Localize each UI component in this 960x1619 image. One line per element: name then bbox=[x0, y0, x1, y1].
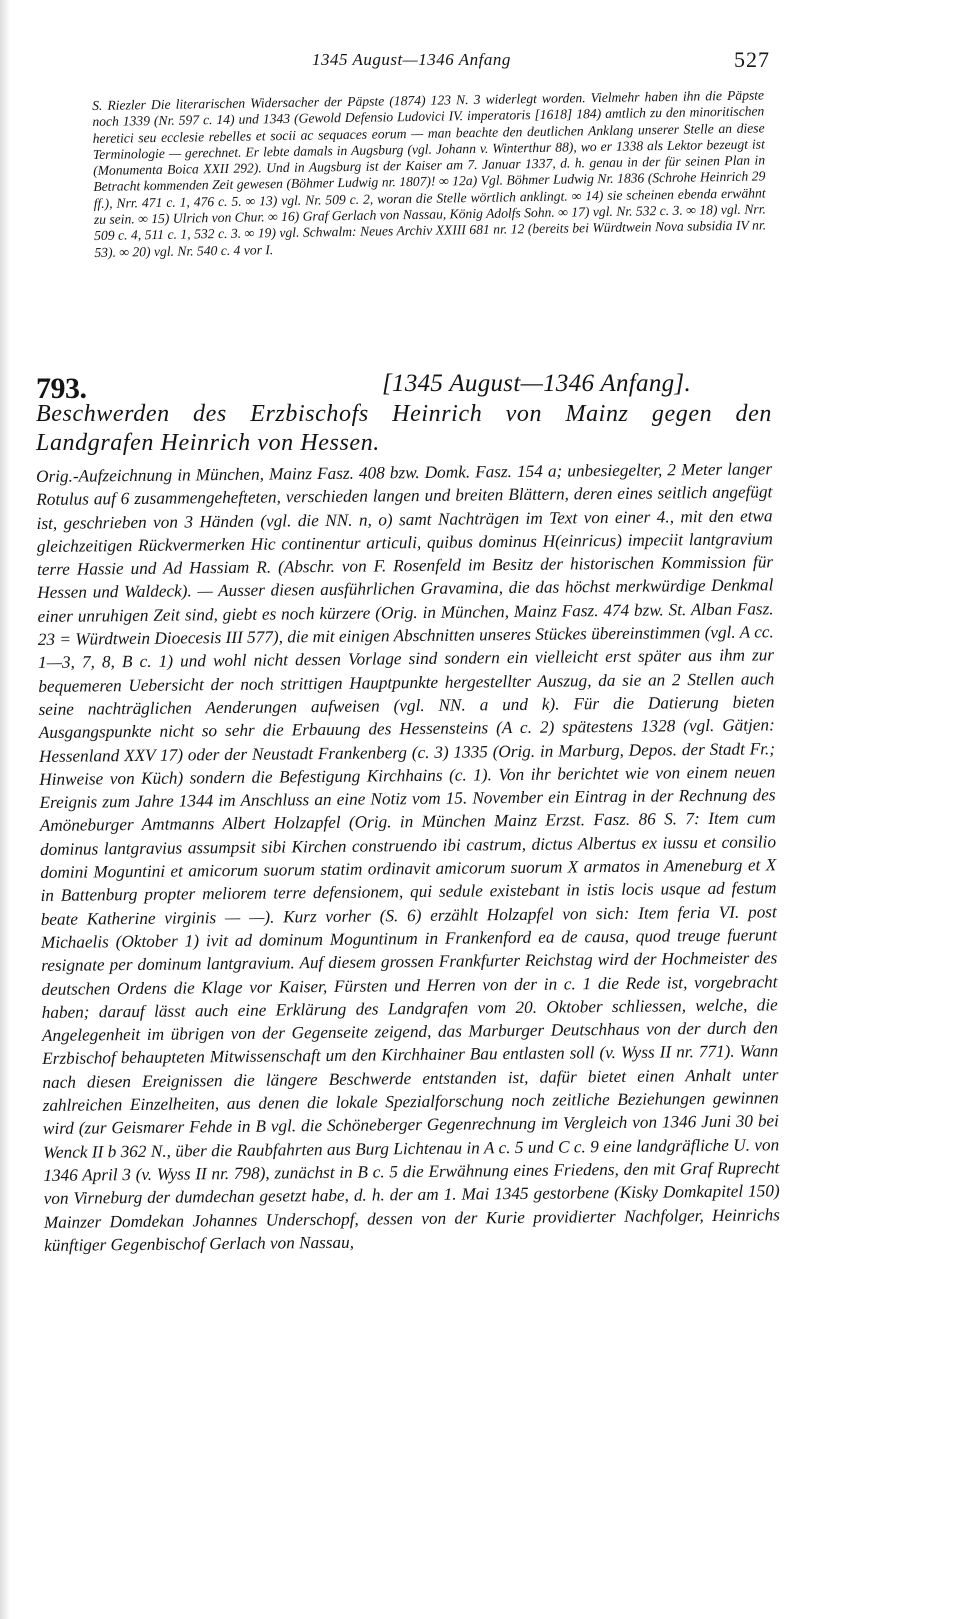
page-header bbox=[40, 47, 770, 78]
document-title: Beschwerden des Erzbischofs Heinrich von Mainz gegen den Landgrafen Heinrich von Hessen. bbox=[36, 401, 772, 456]
footnotes-block bbox=[92, 87, 766, 261]
document-body bbox=[36, 457, 780, 1257]
page-edge-shadow bbox=[0, 0, 10, 1619]
document-date: [1345 August—1346 Anfang]. bbox=[382, 370, 691, 397]
document-number: 793. bbox=[36, 372, 87, 405]
footnotes-text: S. Riezler Die literarischen Widersacher der Päpste (1874) 123 N. 3 widerlegt worden. Vielmehr haben ihn die Päpste noch 1339 (Nr. 597 c. 14) und 1343 (Gewold Defensio Ludovici IV. imperatoris [1618] 184) amtlich zu den minoritischen heretici seu ecclesie rebelles et socii ac sequaces eorum — man beachte den deutlichen Anklang unserer Stelle an diese Terminologie — gerechnet. Er lebte damals in Augsburg (vgl. Johann v. Winterthur 88), wo er 1338 als Lektor bezeugt ist (Monumenta Boica XXII 292). Und in Augsburg ist der Kaiser am 7. Januar 1337, d. h. genau in der für seinen Plan in Betracht kommenden Zeit gewesen (Böhmer Ludwig nr. 1807)! ∞ 12a) Vgl. Böhmer Ludwig Nr. 1836 (Schrohe Heinrich 29 ff.), Nrr. 471 c. 1, 476 c. 5. ∞ 13) vgl. Nr. 509 c. 2, woran die Stelle wörtlich anklingt. ∞ 14) sie scheinen ebenda erwähnt zu sein. ∞ 15) Ulrich von Chur. ∞ 16) Graf Gerlach von Nassau, König Adolfs Sohn. ∞ 17) vgl. Nr. 532 c. 3. ∞ 18) vgl. Nrr. 509 c. 4, 511 c. 1, 532 c. 3. ∞ 19) vgl. Schwalm: Neues Archiv XXIII 681 nr. 12 (bereits bei Würdtwein Nova subsidia IV nr. 53). ∞ 20) vgl. Nr. 540 c. 4 vor I. bbox=[92, 87, 767, 260]
running-title: 1345 August—1346 Anfang bbox=[312, 50, 511, 69]
body-paragraph: Orig.-Aufzeichnung in München, Mainz Fasz. 408 bzw. Domk. Fasz. 154 a; unbesiegelter, 2 Meter langer Rotulus auf 6 zusammengehefteten, verschieden langen und breiten Blättern, deren eines seitlich angefügt ist, geschrieben von 3 Händen (vgl. die NN. n, o) samt Nachträgen im Text von einer 4., mit den etwa gleichzeitigen Rückvermerken Hic continentur articuli, quibus dominus H(einricus) impeciit lantgravium terre Hassie und Ad Hassiam R. (Abschr. von F. Rosenfeld im Besitz der historischen Kommission für Hessen und Waldeck). — Ausser diesen ausführlichen Gravamina, die das höchst merkwürdige Denkmal einer unruhigen Zeit sind, giebt es noch kürzere (Orig. in München, Mainz Fasz. 474 bzw. St. Alban Fasz. 23 = Würdtwein Dioecesis III 577), die mit einigen Abschnitten unseres Stückes übereinstimmen (vgl. A cc. 1—3, 7, 8, B c. 1) und wohl nicht dessen Vorlage sind sondern ein vielleicht erst später aus ihm zur bequemeren Uebersicht der noch strittigen Hauptpunkte hergestellter Auszug, da sie an 2 Stellen auch seine nachträglichen Aenderungen aufweisen (vgl. NN. a und k). Für die Datierung bieten Ausgangspunkte nicht so sehr die Erbauung des Hessensteins (A c. 2) spätestens 1328 (vgl. Gätjen: Hessenland XXV 17) oder der Neustadt Frankenberg (c. 3) 1335 (Orig. in Marburg, Depos. der Stadt Fr.; Hinweise von Küch) sondern die Befestigung Kirchhains (c. 1). Von ihr berichtet wie von einem neuen Ereignis zum Jahre 1344 im Anschluss an eine Notiz vom 15. November ein Eintrag in der Rechnung des Amöneburger Amtmanns Albert Holzapfel (Orig. in München Mainz Erzst. Fasz. 86 S. 7: Item cum dominus lantgravius assumpsit sibi Kirchen construendo ibi castrum, dictus Albertus ex iussu et consilio domini Moguntini et amicorum suorum statim ordinavit amicorum suorum X armatos in Ameneburg et X in Battenburg propter meliorem terre defensionem, qui sedule existebant in istis locis usque ad festum beate Katherine virginis — —). Kurz vorher (S. 6) erzählt Holzapfel von sich: Item feria VI. post Michaelis (Oktober 1) ivit ad dominum Moguntinum in Frankenford ea de causa, quod treuge fuerunt resignate per dominum lantgravium. Auf diesem grossen Frankfurter Reichstag wird der Hochmeister des deutschen Ordens die Klage vor Kaiser, Fürsten und Herren von der in c. 1 die Rede ist, vorgebracht haben; darauf lässt auch eine Erklärung des Landgrafen vom 20. Oktober schliessen, welche, die Angelegenheit im übrigen von der Gegenseite zeigend, das Marburger Deutschhaus von der durch den Erzbischof behaupteten Mitwissenschaft um den Kirchhainer Bau entlasten soll (v. Wyss II nr. 771). Wann nach diesen Ereignissen die längere Beschwerde entstanden ist, dafür bietet einen Anhalt unter zahlreichen Einzelheiten, aus denen die lokale Spezialforschung noch zeitliche Beziehungen gewinnen wird (zur Geismarer Fehde in B vgl. die Schöneberger Gegenrechnung im Vergleich von 1346 Juni 30 bei Wenck II b 362 N., über die Raubfahrten aus Burg Lichtenau in A c. 5 und C c. 9 eine landgräfliche U. von 1346 April 3 (v. Wyss II nr. 798), zunächst in B c. 5 die Erwähnung eines Friedens, den mit Graf Ruprecht von Virneburg der dumdechan gesetzt habe, d. h. der am 1. Mai 1345 gestorbene (Kisky Domkapitel 150) Mainzer Domdekan Johannes Underschopf, dessen von der Kurie providierter Nachfolger, Heinrichs künftiger Gegenbischof Gerlach von Nassau, bbox=[36, 459, 780, 1255]
page-number: 527 bbox=[734, 47, 770, 72]
